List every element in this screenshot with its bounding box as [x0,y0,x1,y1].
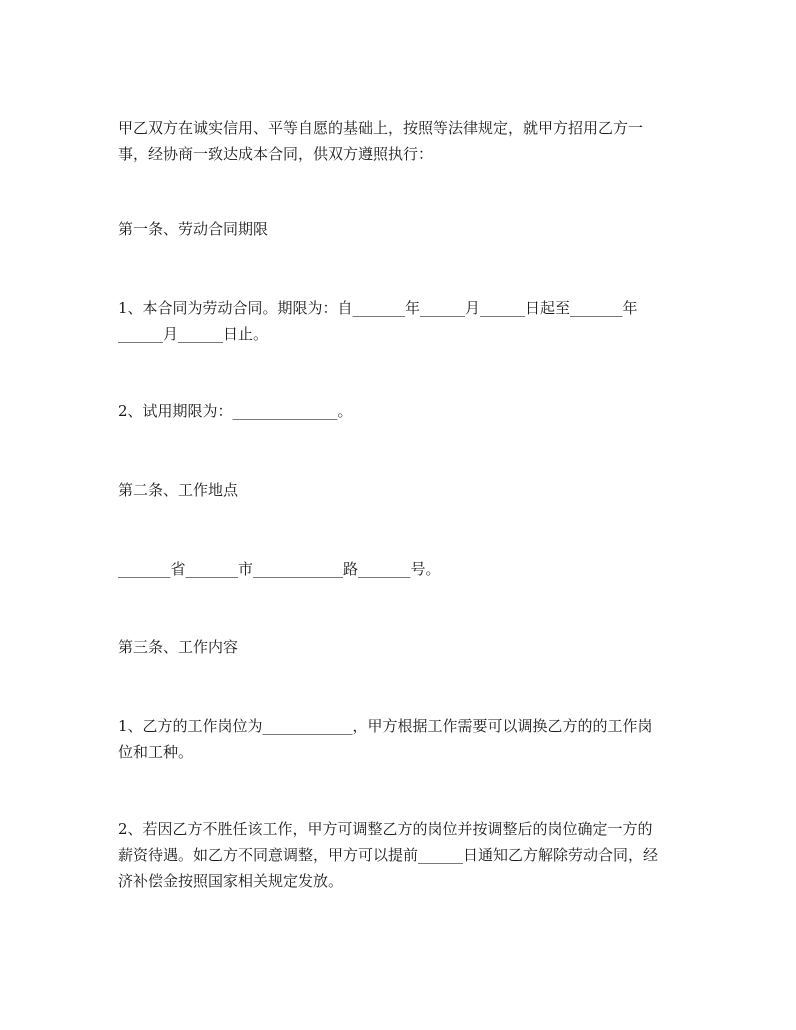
article-1-clause-2-line-1: 2、试用期限为：______________。 [118,402,353,420]
article-3-clause-1-line-2: 位和工种。 [118,743,194,761]
article-3-clause-2-line-2: 薪资待遇。如乙方不同意调整，甲方可以提前______日通知乙方解除劳动合同，经 [118,846,659,864]
article-2-heading-text: 第二条、工作地点 [118,481,239,499]
work-address-line: _______省_______市____________路_______号。 [118,560,441,578]
intro-paragraph [118,115,688,167]
article-3-clause-1 [118,713,688,765]
article-2-heading [118,477,688,503]
article-1-clause-1-line-1: 1、本合同为劳动合同。期限为：自_______年______月______日起至_______年 [118,299,638,317]
intro-line-1: 甲乙双方在诚实信用、平等自愿的基础上，按照等法律规定，就甲方招用乙方一 [118,119,644,137]
article-1-clause-1-line-2: ______月______日止。 [118,325,269,343]
article-3-clause-2 [118,816,688,894]
article-1-clause-1 [118,295,688,347]
article-1-heading-text: 第一条、劳动合同期限 [118,220,269,238]
intro-line-2: 事，经协商一致达成本合同，供双方遵照执行： [118,145,434,163]
article-3-clause-1-line-1: 1、乙方的工作岗位为____________，甲方根据工作需要可以调换乙方的的工作岗 [118,717,653,735]
article-3-heading [118,634,688,660]
article-3-clause-2-line-1: 2、若因乙方不胜任该工作，甲方可调整乙方的岗位并按调整后的岗位确定一方的 [118,820,653,838]
article-1-clause-2 [118,398,688,424]
article-1-heading [118,216,688,242]
article-3-heading-text: 第三条、工作内容 [118,638,239,656]
work-address [118,556,688,582]
article-3-clause-2-line-3: 济补偿金按照国家相关规定发放。 [118,872,344,890]
